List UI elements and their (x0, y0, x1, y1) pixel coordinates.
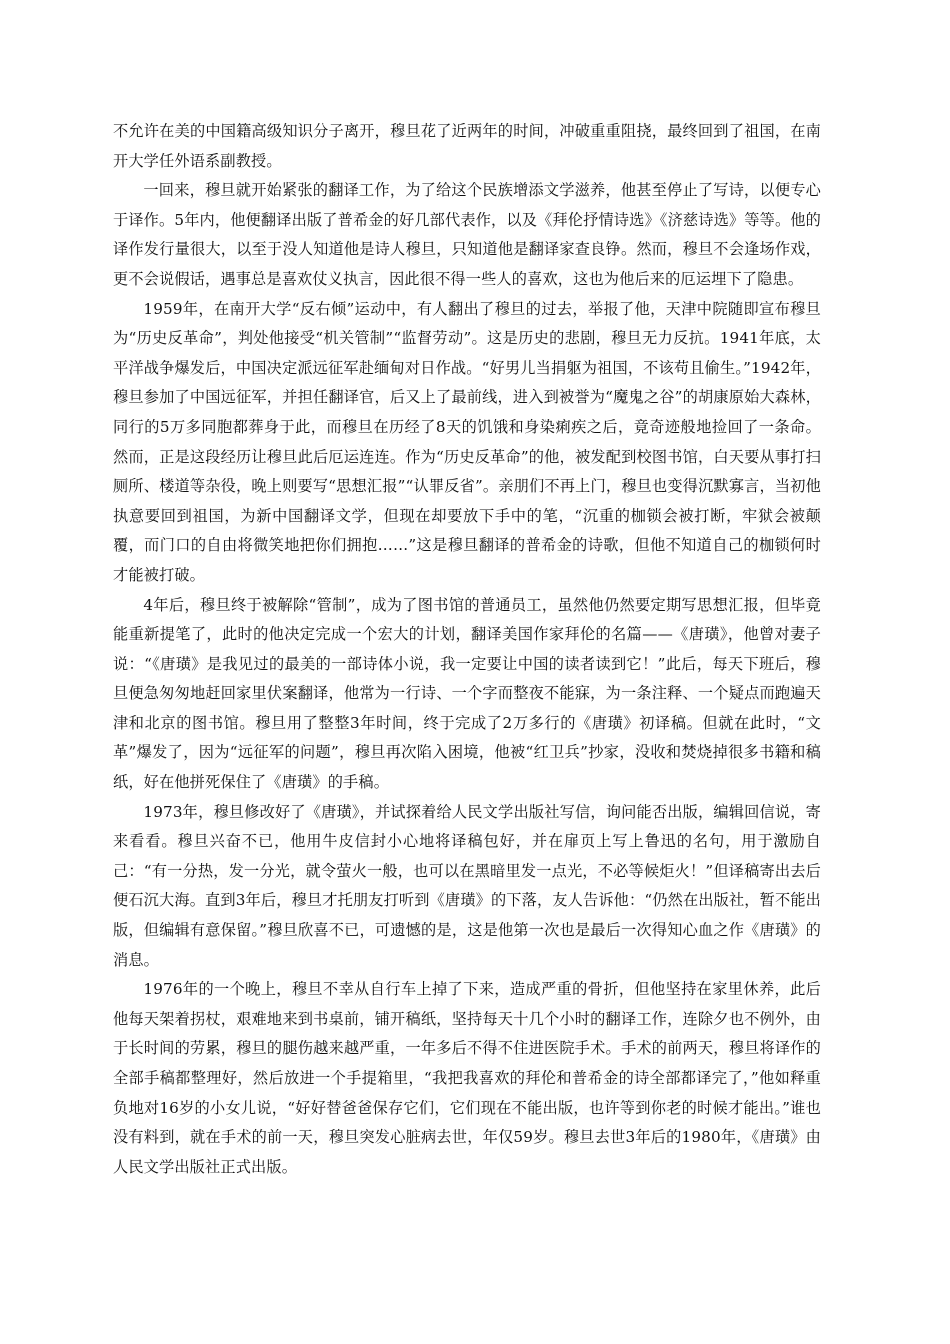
paragraph-1973: 1973年，穆旦修改好了《唐璜》，并试探着给人民文学出版社写信，询问能否出版，编辑回信说，寄来看看。穆旦兴奋不已，他用牛皮信封小心地将译稿包好，并在扉页上写上鲁迅的名句，用于激励自己：“有一分热，发一分光，就令萤火一般，也可以在黑暗里发一点光，不必等候炬火！”但译稿寄出去后便石沉大海。直到3年后，穆旦才托朋友打听到《唐璜》的下落，友人告诉他：“仍然在出版社，暂不能出版，但编辑有意保留。”穆旦欣喜不已，可遗憾的是，这是他第一次也是最后一次得知心血之作《唐璜》的消息。 (113, 802, 821, 969)
document-body (113, 117, 821, 1182)
paragraph-translation-work: 一回来，穆旦就开始紧张的翻译工作，为了给这个民族增添文学滋养，他甚至停止了写诗，以便专心于译作。5年内，他便翻译出版了普希金的好几部代表作，以及《拜伦抒情诗选》《济慈诗选》等等。他的译作发行量很大，以至于没人知道他是诗人穆旦，只知道他是翻译家查良铮。然而，穆旦不会逢场作戏，更不会说假话，遇事总是喜欢仗义执言，因此很不得一些人的喜欢，这也为他后来的厄运埋下了隐患。 (113, 181, 821, 288)
paragraph-1959: 1959年，在南开大学“反右倾”运动中，有人翻出了穆旦的过去，举报了他，天津中院随即宣布穆旦为“历史反革命”，判处他接受“机关管制”“监督劳动”。这是历史的悲剧，穆旦无力反抗。1941年底，太平洋战争爆发后，中国决定派远征军赴缅甸对日作战。“好男儿当捐躯为祖国，不该苟且偷生。”1942年，穆旦参加了中国远征军，并担任翻译官，后又上了最前线，进入到被誉为“魔鬼之谷”的胡康原始大森林，同行的5万多同胞都葬身于此，而穆旦在历经了8天的饥饿和身染痢疾之后，竟奇迹般地捡回了一条命。然而，正是这段经历让穆旦此后厄运连连。作为“历史反革命”的他，被发配到校图书馆，白天要从事打扫厕所、楼道等杂役，晚上则要写“思想汇报”“认罪反省”。亲朋们不再上门，穆旦也变得沉默寡言，当初他执意要回到祖国，为新中国翻译文学，但现在却要放下手中的笔，“沉重的枷锁会被打断，牢狱会被颠覆，而门口的自由将微笑地把你们拥抱……”这是穆旦翻译的普希金的诗歌，但他不知道自己的枷锁何时才能被打破。 (113, 299, 821, 584)
paragraph-don-juan-translation: 4年后，穆旦终于被解除“管制”，成为了图书馆的普通员工，虽然他仍然要定期写思想汇报，但毕竟能重新提笔了，此时的他决定完成一个宏大的计划，翻译美国作家拜伦的名篇——《唐璜》，他曾对妻子说：“《唐璜》是我见过的最美的一部诗体小说，我一定要让中国的读者读到它！”此后，每天下班后，穆旦便急匆匆地赶回家里伏案翻译，他常为一行诗、一个字而整夜不能寐，为一条注释、一个疑点而跑遍天津和北京的图书馆。穆旦用了整整3年时间，终于完成了2万多行的《唐璜》初译稿。但就在此时，“文革”爆发了，因为“远征军的问题”，穆旦再次陷入困境，他被“红卫兵”抄家，没收和焚烧掉很多书籍和稿纸，好在他拼死保住了《唐璜》的手稿。 (113, 595, 821, 792)
paragraph-1976: 1976年的一个晚上，穆旦不幸从自行车上掉了下来，造成严重的骨折，但他坚持在家里休养，此后他每天架着拐杖，艰难地来到书桌前，铺开稿纸，坚持每天十几个小时的翻译工作，连除夕也不例外，由于长时间的劳累，穆旦的腿伤越来越严重，一年多后不得不住进医院手术。手术的前两天，穆旦将译作的全部手稿都整理好，然后放进一个手提箱里，“我把我喜欢的拜伦和普希金的诗全部都译完了，”他如释重负地对16岁的小女儿说，“好好替爸爸保存它们，它们现在不能出版，也许等到你老的时候才能出。”谁也没有料到，就在手术的前一天，穆旦突发心脏病去世，年仅59岁。穆旦去世3年后的1980年，《唐璜》由人民文学出版社正式出版。 (113, 980, 821, 1176)
paragraph-continuation: 不允许在美的中国籍高级知识分子离开，穆旦花了近两年的时间，冲破重重阻挠，最终回到了祖国，在南开大学任外语系副教授。 (113, 122, 821, 170)
